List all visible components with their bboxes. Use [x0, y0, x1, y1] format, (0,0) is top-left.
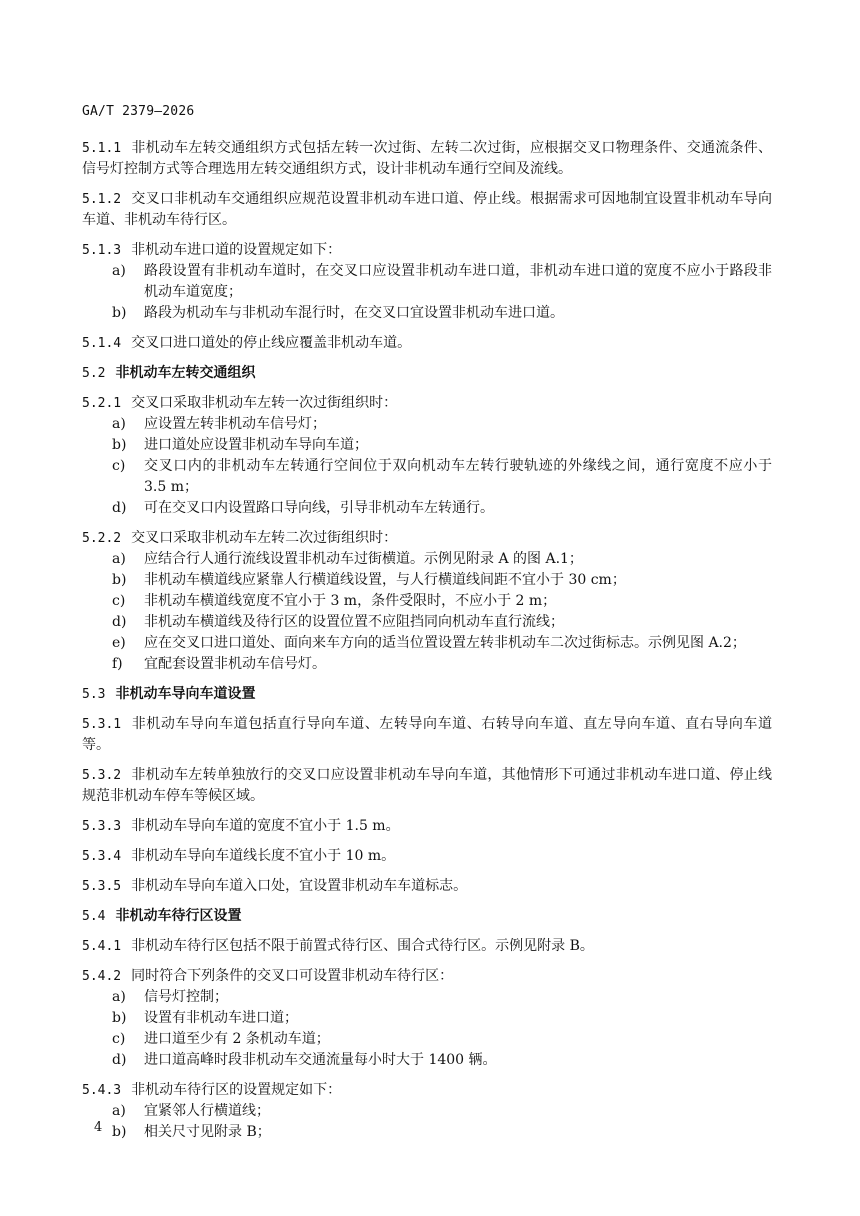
- list-item-text: 路段为机动车与非机动车混行时，在交叉口宜设置非机动车进口道。: [144, 305, 564, 321]
- clause-paragraph: [82, 138, 772, 180]
- clause-number: 5.4.2: [82, 969, 122, 984]
- list-item-text: 非机动车横道线应紧靠人行横道线设置，与人行横道线间距不宜小于 30 cm；: [144, 572, 626, 588]
- section-number: 5.2: [82, 366, 106, 381]
- clause-paragraph: [82, 333, 772, 354]
- clause-text: 非机动车导向车道的宽度不宜小于 1.5 m。: [131, 818, 400, 834]
- clause-paragraph: [82, 240, 772, 261]
- clause-paragraph: [82, 528, 772, 549]
- list-item: [82, 1101, 772, 1122]
- clause-number: 5.1.2: [82, 192, 122, 207]
- clause-text: 同时符合下列条件的交叉口可设置非机动车待行区：: [131, 968, 454, 984]
- standard-number-header: GA/T 2379—2026: [82, 104, 195, 119]
- document-body: [82, 138, 772, 1152]
- clause-text: 非机动车导向车道入口处，宜设置非机动车车道标志。: [131, 878, 468, 894]
- list-item-marker: b): [112, 305, 127, 321]
- list-items: [82, 261, 772, 324]
- list-item: [82, 1122, 772, 1143]
- clause-paragraph: [82, 816, 772, 837]
- list-items: [82, 549, 772, 675]
- list-item: [82, 1008, 772, 1029]
- clause-text: 非机动车导向车道线长度不宜小于 10 m。: [131, 848, 396, 864]
- list-item-text: 宜配套设置非机动车信号灯。: [144, 656, 326, 672]
- list-item: [82, 261, 772, 303]
- list-item-marker: c): [112, 458, 126, 474]
- section-title: 非机动车导向车道设置: [115, 686, 256, 702]
- clause-number: 5.4.1: [82, 939, 122, 954]
- list-items: [82, 1101, 772, 1143]
- list-item-text: 设置有非机动车进口道；: [144, 1010, 298, 1026]
- list-item: [82, 414, 772, 435]
- list-item-text: 应设置左转非机动车信号灯；: [144, 416, 326, 432]
- clause-paragraph: [82, 876, 772, 897]
- clause-text: 非机动车左转交通组织方式包括左转一次过街、左转二次过街，应根据交叉口物理条件、交通流条件、信号灯控制方式等合理选用左转交通组织方式，设计非机动车通行空间及流线。: [82, 140, 772, 177]
- clause-text: 非机动车左转单独放行的交叉口应设置非机动车导向车道，其他情形下可通过非机动车进口道、停止线规范非机动车停车等候区域。: [82, 767, 772, 804]
- list-item: [82, 456, 772, 498]
- clause-paragraph: [82, 714, 772, 756]
- list-item-text: 可在交叉口内设置路口导向线，引导非机动车左转通行。: [144, 500, 494, 516]
- list-item-text: 进口道高峰时段非机动车交通流量每小时大于 1400 辆。: [144, 1052, 497, 1068]
- clause-paragraph: [82, 189, 772, 231]
- clause-text: 非机动车进口道的设置规定如下：: [131, 242, 342, 258]
- clause-text: 交叉口非机动车交通组织应规范设置非机动车进口道、停止线。根据需求可因地制宜设置非机动车导向车道、非机动车待行区。: [82, 191, 772, 228]
- list-item: [82, 612, 772, 633]
- list-item: [82, 549, 772, 570]
- clause-number: 5.3.4: [82, 849, 122, 864]
- list-item-marker: a): [112, 1103, 126, 1119]
- list-item-marker: b): [112, 437, 127, 453]
- list-items: [82, 414, 772, 519]
- page-number: 4: [94, 1120, 103, 1135]
- list-item: [82, 498, 772, 519]
- section-heading: [82, 363, 772, 384]
- clause-text: 非机动车待行区包括不限于前置式待行区、围合式待行区。示例见附录 B。: [131, 938, 594, 954]
- list-item: [82, 1050, 772, 1071]
- list-item: [82, 633, 772, 654]
- list-item-text: 宜紧邻人行横道线；: [144, 1103, 270, 1119]
- list-item-marker: e): [112, 635, 126, 651]
- list-item: [82, 654, 772, 675]
- list-item-marker: d): [112, 500, 127, 516]
- list-item-marker: f): [112, 656, 123, 672]
- list-item-text: 相关尺寸见附录 B；: [144, 1124, 271, 1140]
- clause-text: 交叉口采取非机动车左转一次过街组织时：: [131, 395, 398, 411]
- list-item: [82, 591, 772, 612]
- clause-text: 交叉口进口道处的停止线应覆盖非机动车道。: [131, 335, 412, 351]
- section-heading: [82, 684, 772, 705]
- list-item-marker: b): [112, 572, 127, 588]
- list-item-text: 信号灯控制；: [144, 989, 228, 1005]
- list-item-text: 进口道处应设置非机动车导向车道；: [144, 437, 368, 453]
- clause-text: 非机动车待行区的设置规定如下：: [131, 1082, 342, 1098]
- clause-number: 5.3.3: [82, 819, 122, 834]
- clause-paragraph: [82, 936, 772, 957]
- list-item-marker: a): [112, 263, 126, 279]
- list-item: [82, 303, 772, 324]
- list-item-text: 进口道至少有 2 条机动车道；: [144, 1031, 330, 1047]
- clause-number: 5.3.2: [82, 768, 122, 783]
- list-item-marker: a): [112, 551, 126, 567]
- list-item: [82, 1029, 772, 1050]
- section-number: 5.3: [82, 687, 106, 702]
- clause-text: 交叉口采取非机动车左转二次过街组织时：: [131, 530, 398, 546]
- clause-number: 5.2.2: [82, 531, 122, 546]
- list-item: [82, 435, 772, 456]
- list-item-text: 交叉口内的非机动车左转通行空间位于双向机动车左转行驶轨迹的外缘线之间，通行宽度不应小于 3.5 m；: [144, 458, 772, 495]
- clause-text: 非机动车导向车道包括直行导向车道、左转导向车道、右转导向车道、直左导向车道、直右导向车道等。: [82, 716, 772, 753]
- list-item: [82, 570, 772, 591]
- clause-number: 5.1.1: [82, 141, 122, 156]
- clause-number: 5.2.1: [82, 396, 122, 411]
- clause-number: 5.3.5: [82, 879, 122, 894]
- clause-paragraph: [82, 846, 772, 867]
- clause-paragraph: [82, 765, 772, 807]
- section-title: 非机动车待行区设置: [115, 908, 242, 924]
- clause-number: 5.3.1: [82, 717, 122, 732]
- list-item-marker: b): [112, 1124, 127, 1140]
- list-item-marker: c): [112, 593, 126, 609]
- clause-paragraph: [82, 966, 772, 987]
- list-item-marker: a): [112, 416, 126, 432]
- section-heading: [82, 906, 772, 927]
- list-item-marker: c): [112, 1031, 126, 1047]
- section-number: 5.4: [82, 909, 106, 924]
- clause-paragraph: [82, 1080, 772, 1101]
- list-item-text: 非机动车横道线及待行区的设置位置不应阻挡同向机动车直行流线；: [144, 614, 564, 630]
- list-items: [82, 987, 772, 1071]
- list-item-text: 应在交叉口进口道处、面向来车方向的适当位置设置左转非机动车二次过街标志。示例见图 A.2；: [144, 635, 746, 651]
- list-item-marker: d): [112, 1052, 127, 1068]
- clause-number: 5.1.3: [82, 243, 122, 258]
- list-item-marker: d): [112, 614, 127, 630]
- list-item-text: 路段设置有非机动车道时，在交叉口应设置非机动车进口道，非机动车进口道的宽度不应小于路段非机动车道宽度；: [144, 263, 772, 300]
- clause-number: 5.4.3: [82, 1083, 122, 1098]
- list-item-text: 非机动车横道线宽度不宜小于 3 m，条件受限时，不应小于 2 m；: [144, 593, 557, 609]
- list-item-marker: b): [112, 1010, 127, 1026]
- list-item-marker: a): [112, 989, 126, 1005]
- list-item-text: 应结合行人通行流线设置非机动车过街横道。示例见附录 A 的图 A.1；: [144, 551, 583, 567]
- list-item: [82, 987, 772, 1008]
- clause-paragraph: [82, 393, 772, 414]
- section-title: 非机动车左转交通组织: [115, 365, 256, 381]
- clause-number: 5.1.4: [82, 336, 122, 351]
